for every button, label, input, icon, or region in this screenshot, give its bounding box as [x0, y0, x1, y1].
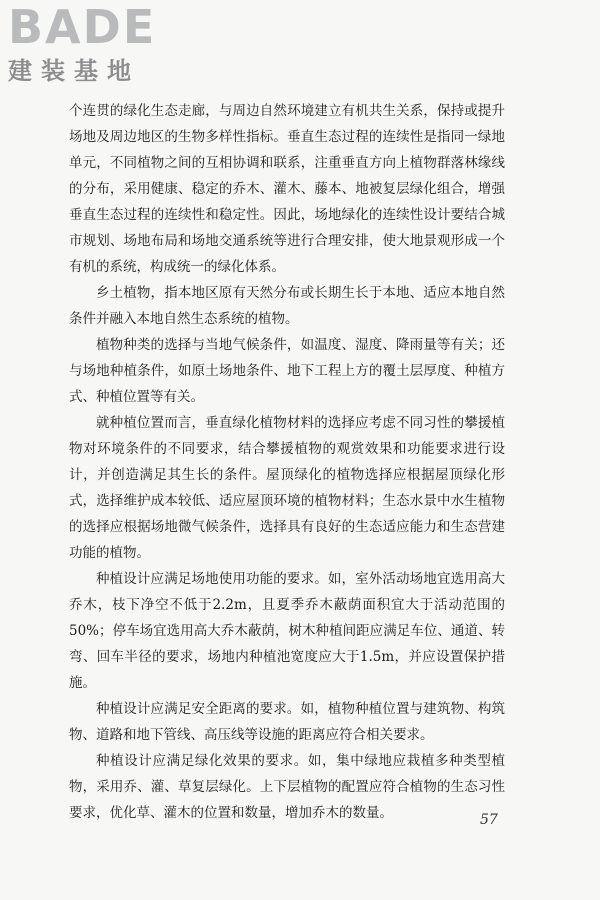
logo-text: BADE: [8, 0, 157, 54]
paragraph-continuation: 个连贯的绿化生态走廊，与周边自然环境建立有机共生关系，保持或提升场地及周边地区的生物多样性指标。垂直生态过程的连续性是指同一绿地单元，不同植物之间的互相协调和联系，注重垂直方向上植物群落林缘线的分布，采用健康、稳定的乔木、灌木、藤本、地被复层绿化组合，增强垂直生态过程的连续性和稳定性。因此，场地绿化的连续性设计要结合城市规划、场地布局和场地交通系统等进行合理安排，使大地景观形成一个有机的系统，构成统一的绿化体系。: [69, 103, 505, 275]
paragraph: 种植设计应满足绿化效果的要求。如，集中绿地应栽植多种类型植物，采用乔、灌、草复层绿化。上下层植物的配置应符合植物的生态习性要求，优化草、灌木的位置和数量，增加乔木的数量。: [69, 753, 505, 821]
paragraph: 种植设计应满足场地使用功能的要求。如，室外活动场地宜选用高大乔木，枝下净空不低于2.2m，且夏季乔木蔽荫面积宜大于活动范围的50%；停车场宜选用高大乔木蔽荫，树木种植间距应满足车位、通道、转弯、回车半径的要求，场地内种植池宽度应大于1.5m，并应设置保护措施。: [69, 571, 505, 691]
paragraph: 就种植位置而言，垂直绿化植物材料的选择应考虑不同习性的攀援植物对环境条件的不同要求，结合攀援植物的观赏效果和功能要求进行设计，并创造满足其生长的条件。屋顶绿化的植物选择应根据屋顶绿化形式，选择维护成本较低、适应屋顶环境的植物材料；生态水景中水生植物的选择应根据场地微气候条件，选择具有良好的生态适应能力和生态营建功能的植物。: [69, 415, 505, 561]
body-text: [69, 98, 505, 826]
logo: [8, 0, 178, 88]
paragraph: 乡土植物，指本地区原有天然分布或长期生长于本地、适应本地自然条件并融入本地自然生态系统的植物。: [69, 285, 505, 327]
paragraph: 种植设计应满足安全距离的要求。如，植物种植位置与建筑物、构筑物、道路和地下管线、高压线等设施的距离应符合相关要求。: [69, 701, 505, 743]
page-number: 57: [480, 812, 498, 828]
paragraph: 植物种类的选择与当地气候条件，如温度、湿度、降雨量等有关；还与场地种植条件，如原土场地条件、地下工程上方的覆土层厚度、种植方式、种植位置等有关。: [69, 337, 505, 405]
logo-subtitle: 建装基地: [8, 57, 140, 85]
